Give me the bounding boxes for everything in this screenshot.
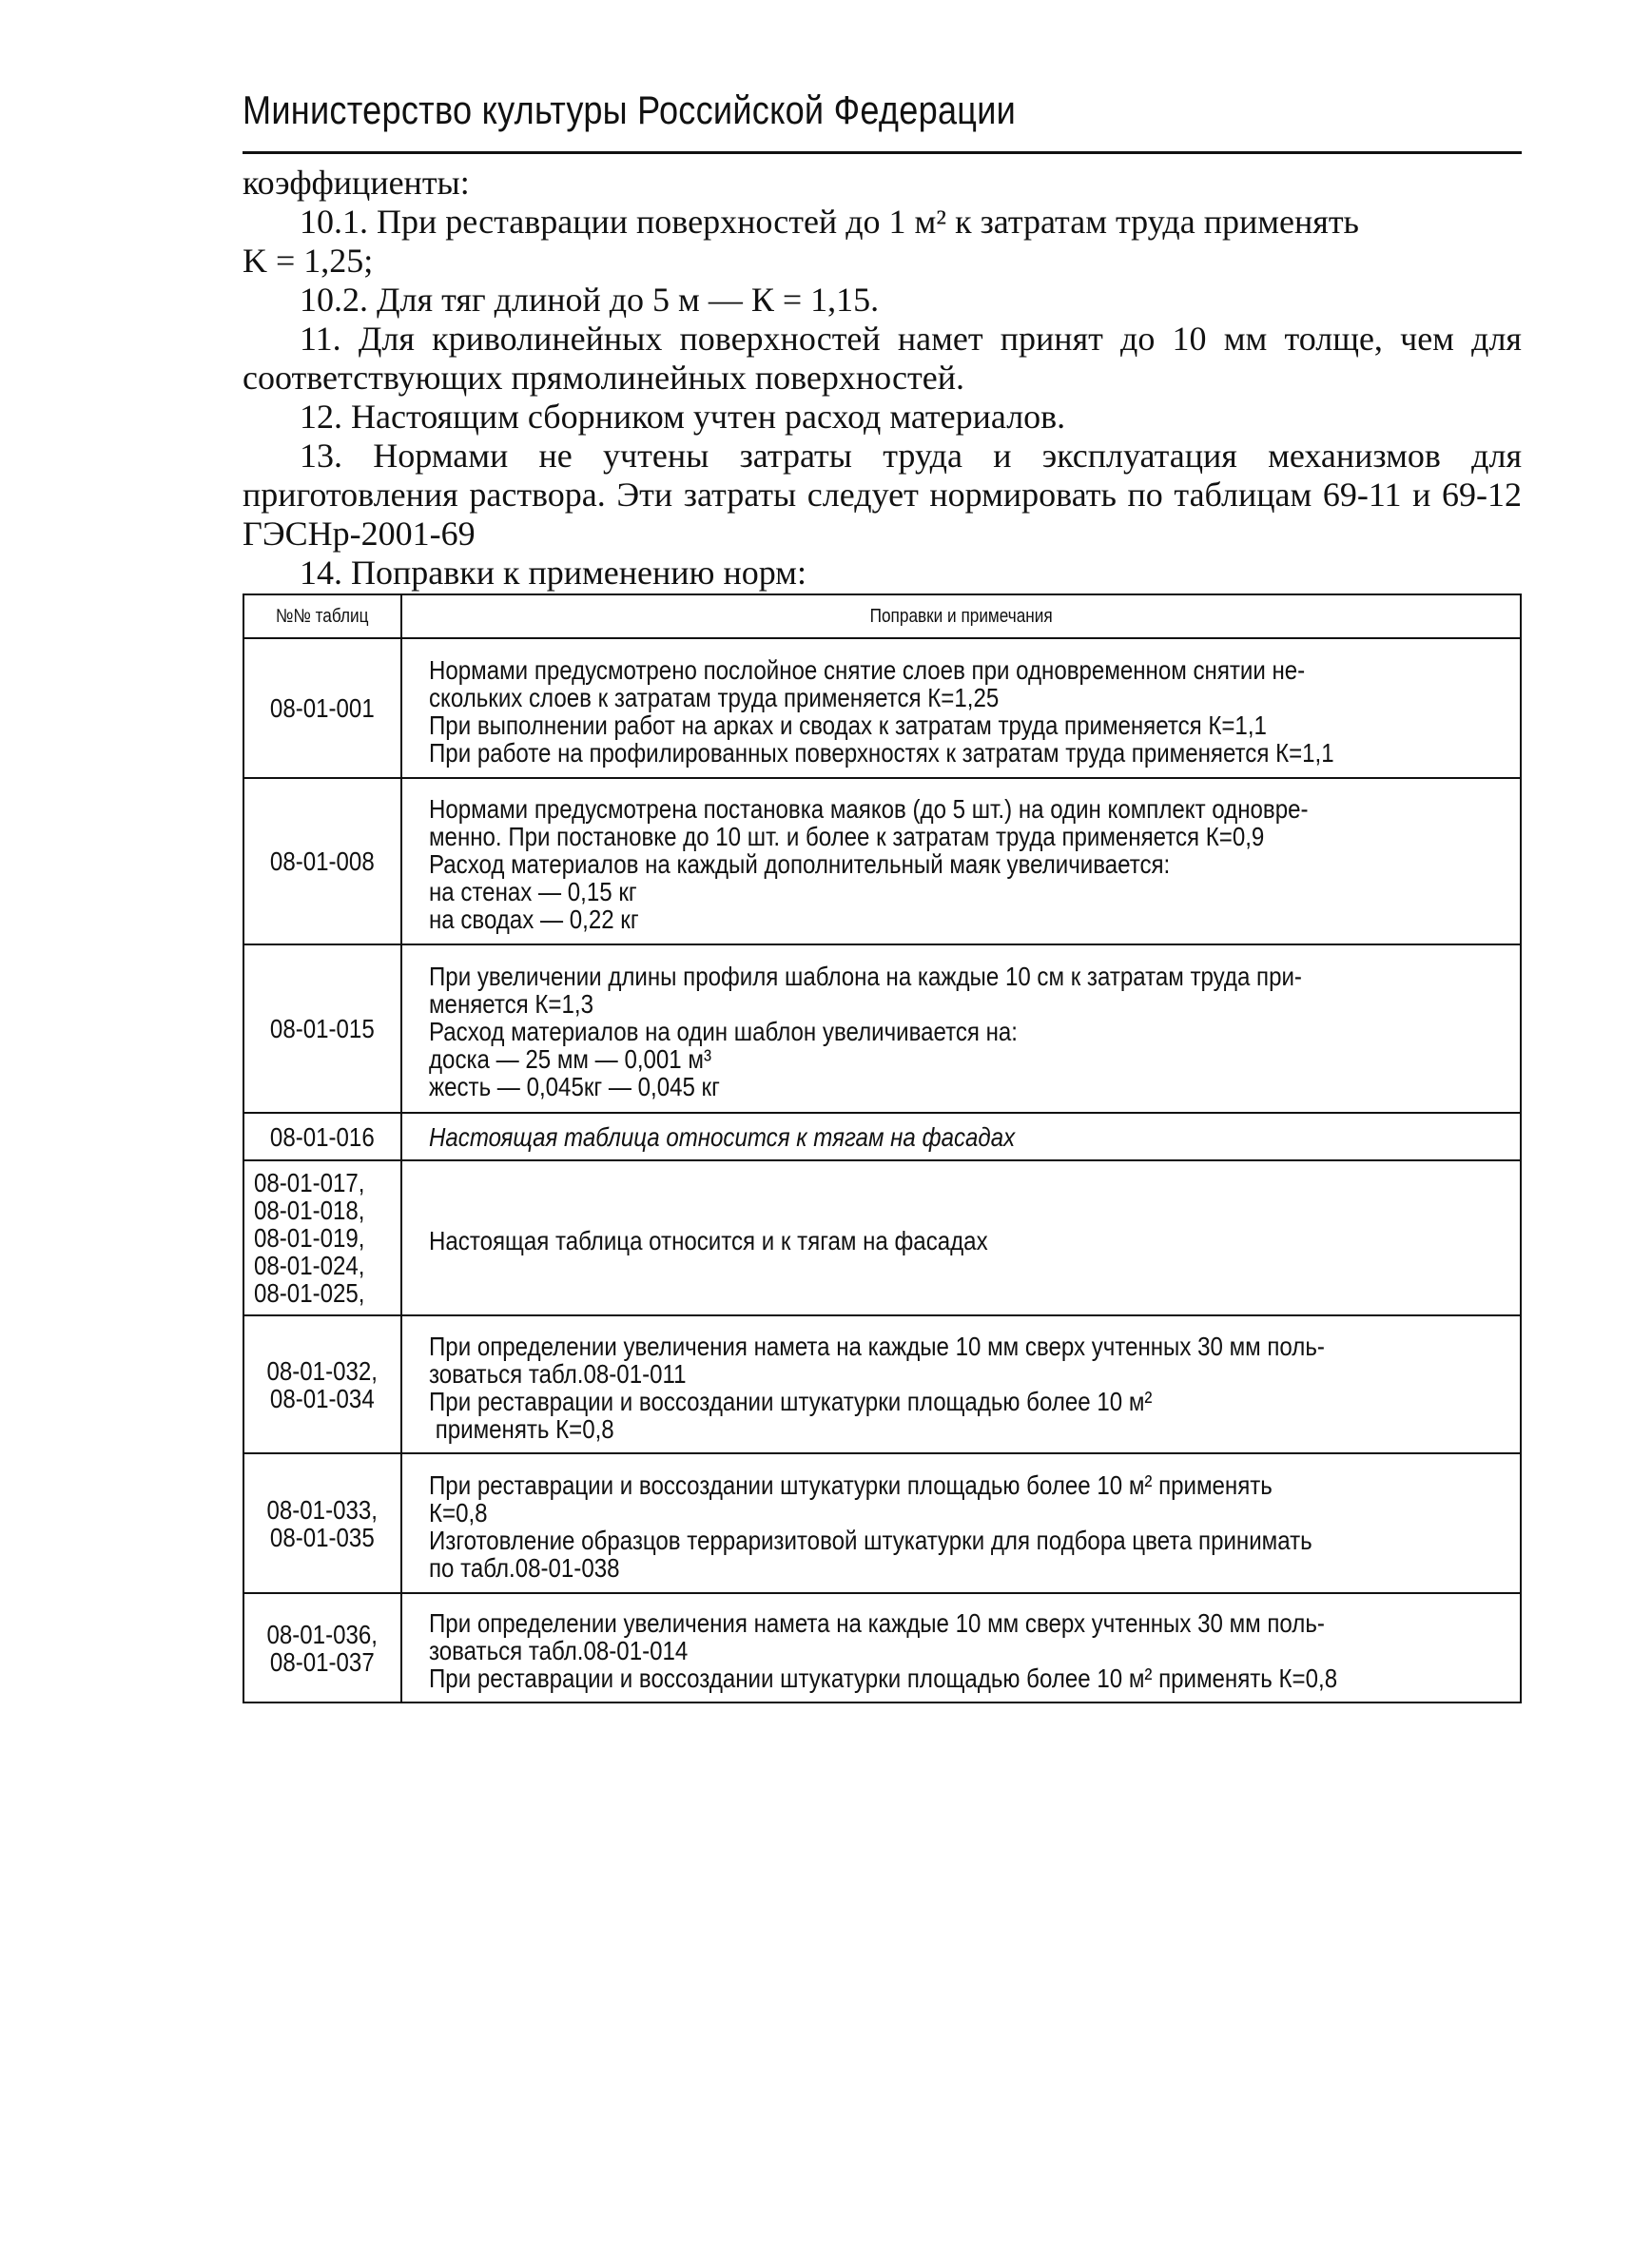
table-row (243, 1160, 1521, 1315)
table-row (243, 778, 1521, 944)
table-note-cell: Настоящая таблица относится и к тягам на фасадах (401, 1160, 1521, 1315)
column-header-code: №№ таблиц (243, 594, 401, 638)
table-note-cell: Нормами предусмотрена постановка маяков (до 5 шт.) на один комплект одновре- менно. При постановке до 10 шт. и более к затратам труда применяется К=0,9 Расход материалов на каждый дополнительный маяк увеличивается: на стенах — 0,15 кг на сводах — 0,22 кг (401, 778, 1521, 944)
table-note-cell: При увеличении длины профиля шаблона на каждые 10 см к затратам труда при- меняется К=1,3 Расход материалов на один шаблон увеличивается на: доска — 25 мм — 0,001 м³ жесть — 0,045кг — 0,045 кг (401, 944, 1521, 1113)
table-note-cell: Настоящая таблица относится к тягам на фасадах (401, 1113, 1521, 1160)
paragraph-11: 11. Для криволинейных поверхностей намет принят до 10 мм толще, чем для соответствующих прямолинейных поверхностей. (243, 320, 1522, 397)
table-code-cell: 08-01-036, 08-01-037 (243, 1593, 401, 1702)
paragraph-10-1: 10.1. При реставрации поверхностей до 1 м² к затратам труда применять (300, 203, 1359, 241)
table-note-cell: При реставрации и воссоздании штукатурки площадью более 10 м² применять К=0,8 Изготовление образцов терраризитовой штукатурки для подбора цвета принимать по табл.08-01-038 (401, 1453, 1521, 1593)
table-code-cell: 08-01-033, 08-01-035 (243, 1453, 401, 1593)
paragraph-13: 13. Нормами не учтены затраты труда и эксплуатация механизмов для приготовления раствора. Эти затраты следует нормировать по таблицам 69-11 и 69-12 ГЭСНр-2001-69 (243, 437, 1522, 553)
table-code-cell: 08-01-015 (243, 944, 401, 1113)
table-code-cell: 08-01-032, 08-01-034 (243, 1315, 401, 1453)
table-row (243, 638, 1521, 778)
paragraph-12: 12. Настоящим сборником учтен расход материалов. (300, 398, 1066, 436)
paragraph-10-2: 10.2. Для тяг длиной до 5 м — К = 1,15. (300, 281, 880, 319)
corrections-table (243, 593, 1522, 1703)
column-header-notes: Поправки и примечания (401, 594, 1521, 638)
header-rule (243, 151, 1522, 154)
table-code-cell: 08-01-017, 08-01-018, 08-01-019, 08-01-024, 08-01-025, (243, 1160, 401, 1315)
table-row (243, 1113, 1521, 1160)
table-code-cell: 08-01-001 (243, 638, 401, 778)
table-code-cell: 08-01-016 (243, 1113, 401, 1160)
table-note-cell: Нормами предусмотрено послойное снятие слоев при одновременном снятии не- скольких слоев к затратам труда применяется К=1,25 При выполнении работ на арках и сводах к затратам труда применяется К=1,1 При работе на профилированных поверхностях к затратам труда применяется К=1,1 (401, 638, 1521, 778)
paragraph-intro: коэффициенты: (243, 164, 470, 202)
body-text (243, 164, 1522, 593)
table-note-cell: При определении увеличения намета на каждые 10 мм сверх учтенных 30 мм поль- зоваться табл.08-01-014 При реставрации и воссоздании штукатурки площадью более 10 м² применять К=0,8 (401, 1593, 1521, 1702)
paragraph-14: 14. Поправки к применению норм: (300, 554, 807, 592)
table-header-row (243, 594, 1521, 638)
page-header: Министерство культуры Российской Федерации (243, 88, 1017, 132)
table-row (243, 1593, 1521, 1702)
table-note-cell: При определении увеличения намета на каждые 10 мм сверх учтенных 30 мм поль- зоваться табл.08-01-011 При реставрации и воссоздании штукатурки площадью более 10 м² применять К=0,8 (401, 1315, 1521, 1453)
paragraph-10-1-cont: K = 1,25; (243, 242, 374, 280)
table-row (243, 944, 1521, 1113)
table-row (243, 1453, 1521, 1593)
table-row (243, 1315, 1521, 1453)
table-code-cell: 08-01-008 (243, 778, 401, 944)
